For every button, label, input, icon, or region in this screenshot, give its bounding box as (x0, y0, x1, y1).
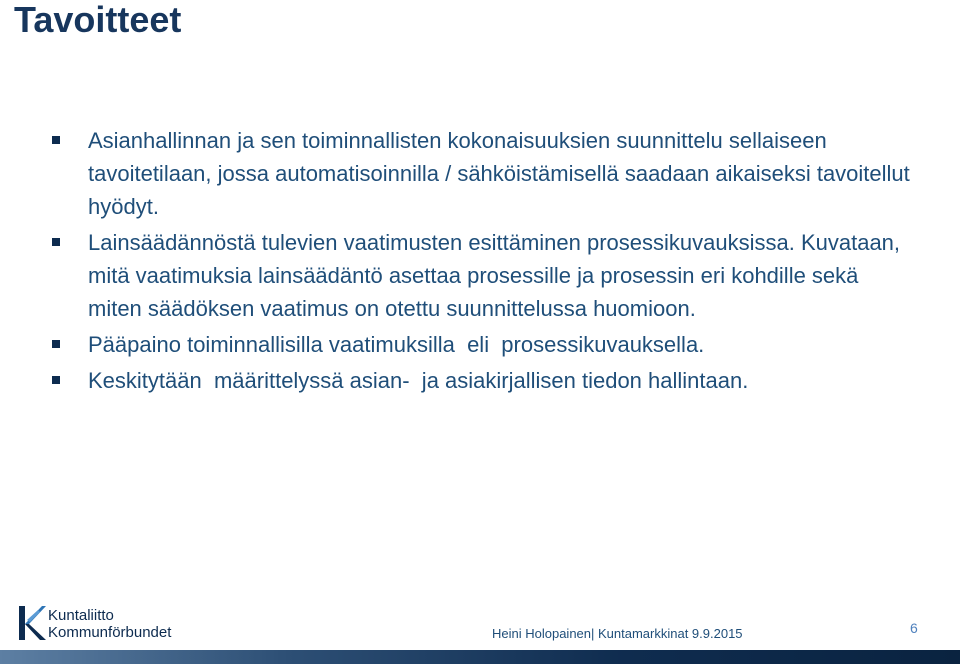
bullet-item-1 (50, 124, 910, 223)
logo-text-finnish: Kuntaliitto (48, 607, 114, 624)
bullet-text-3: Pääpaino toiminnallisilla vaatimuksilla eli prosessikuvauksella. (88, 332, 705, 357)
bottom-gradient-bar (0, 650, 960, 664)
kuntaliitto-logo (18, 602, 198, 644)
bullet-item-4 (50, 364, 910, 397)
slide-title: Tavoitteet (14, 0, 182, 40)
square-bullet-icon (52, 340, 60, 348)
square-bullet-icon (52, 376, 60, 384)
footer-presenter-text: Heini Holopainen| Kuntamarkkinat 9.9.2015 (492, 626, 743, 641)
bullet-list (50, 124, 910, 400)
bullet-text-2: Lainsäädännöstä tulevien vaatimusten esittäminen prosessikuvauksissa. Kuvataan, mitä vaatimuksia lainsäädäntö asettaa prosessille ja prosessin eri kohdille sekä miten säädöksen vaatimus on otettu suunnittelussa huomioon. (88, 230, 901, 321)
kuntaliitto-k-logo-icon (18, 602, 46, 642)
square-bullet-icon (52, 238, 60, 246)
bullet-item-3 (50, 328, 910, 361)
square-bullet-icon (52, 136, 60, 144)
page-number: 6 (910, 620, 918, 636)
logo-text-swedish: Kommunförbundet (48, 624, 172, 641)
bullet-text-1: Asianhallinnan ja sen toiminnallisten kokonaisuuksien suunnittelu sellaiseen tavoitetilaan, jossa automatisoinnilla / sähköistämisellä saadaan aikaiseksi tavoitellut hyödyt. (88, 128, 910, 219)
bullet-text-4: Keskitytään määrittelyssä asian- ja asiakirjallisen tiedon hallintaan. (88, 368, 749, 393)
bullet-item-2 (50, 226, 910, 325)
